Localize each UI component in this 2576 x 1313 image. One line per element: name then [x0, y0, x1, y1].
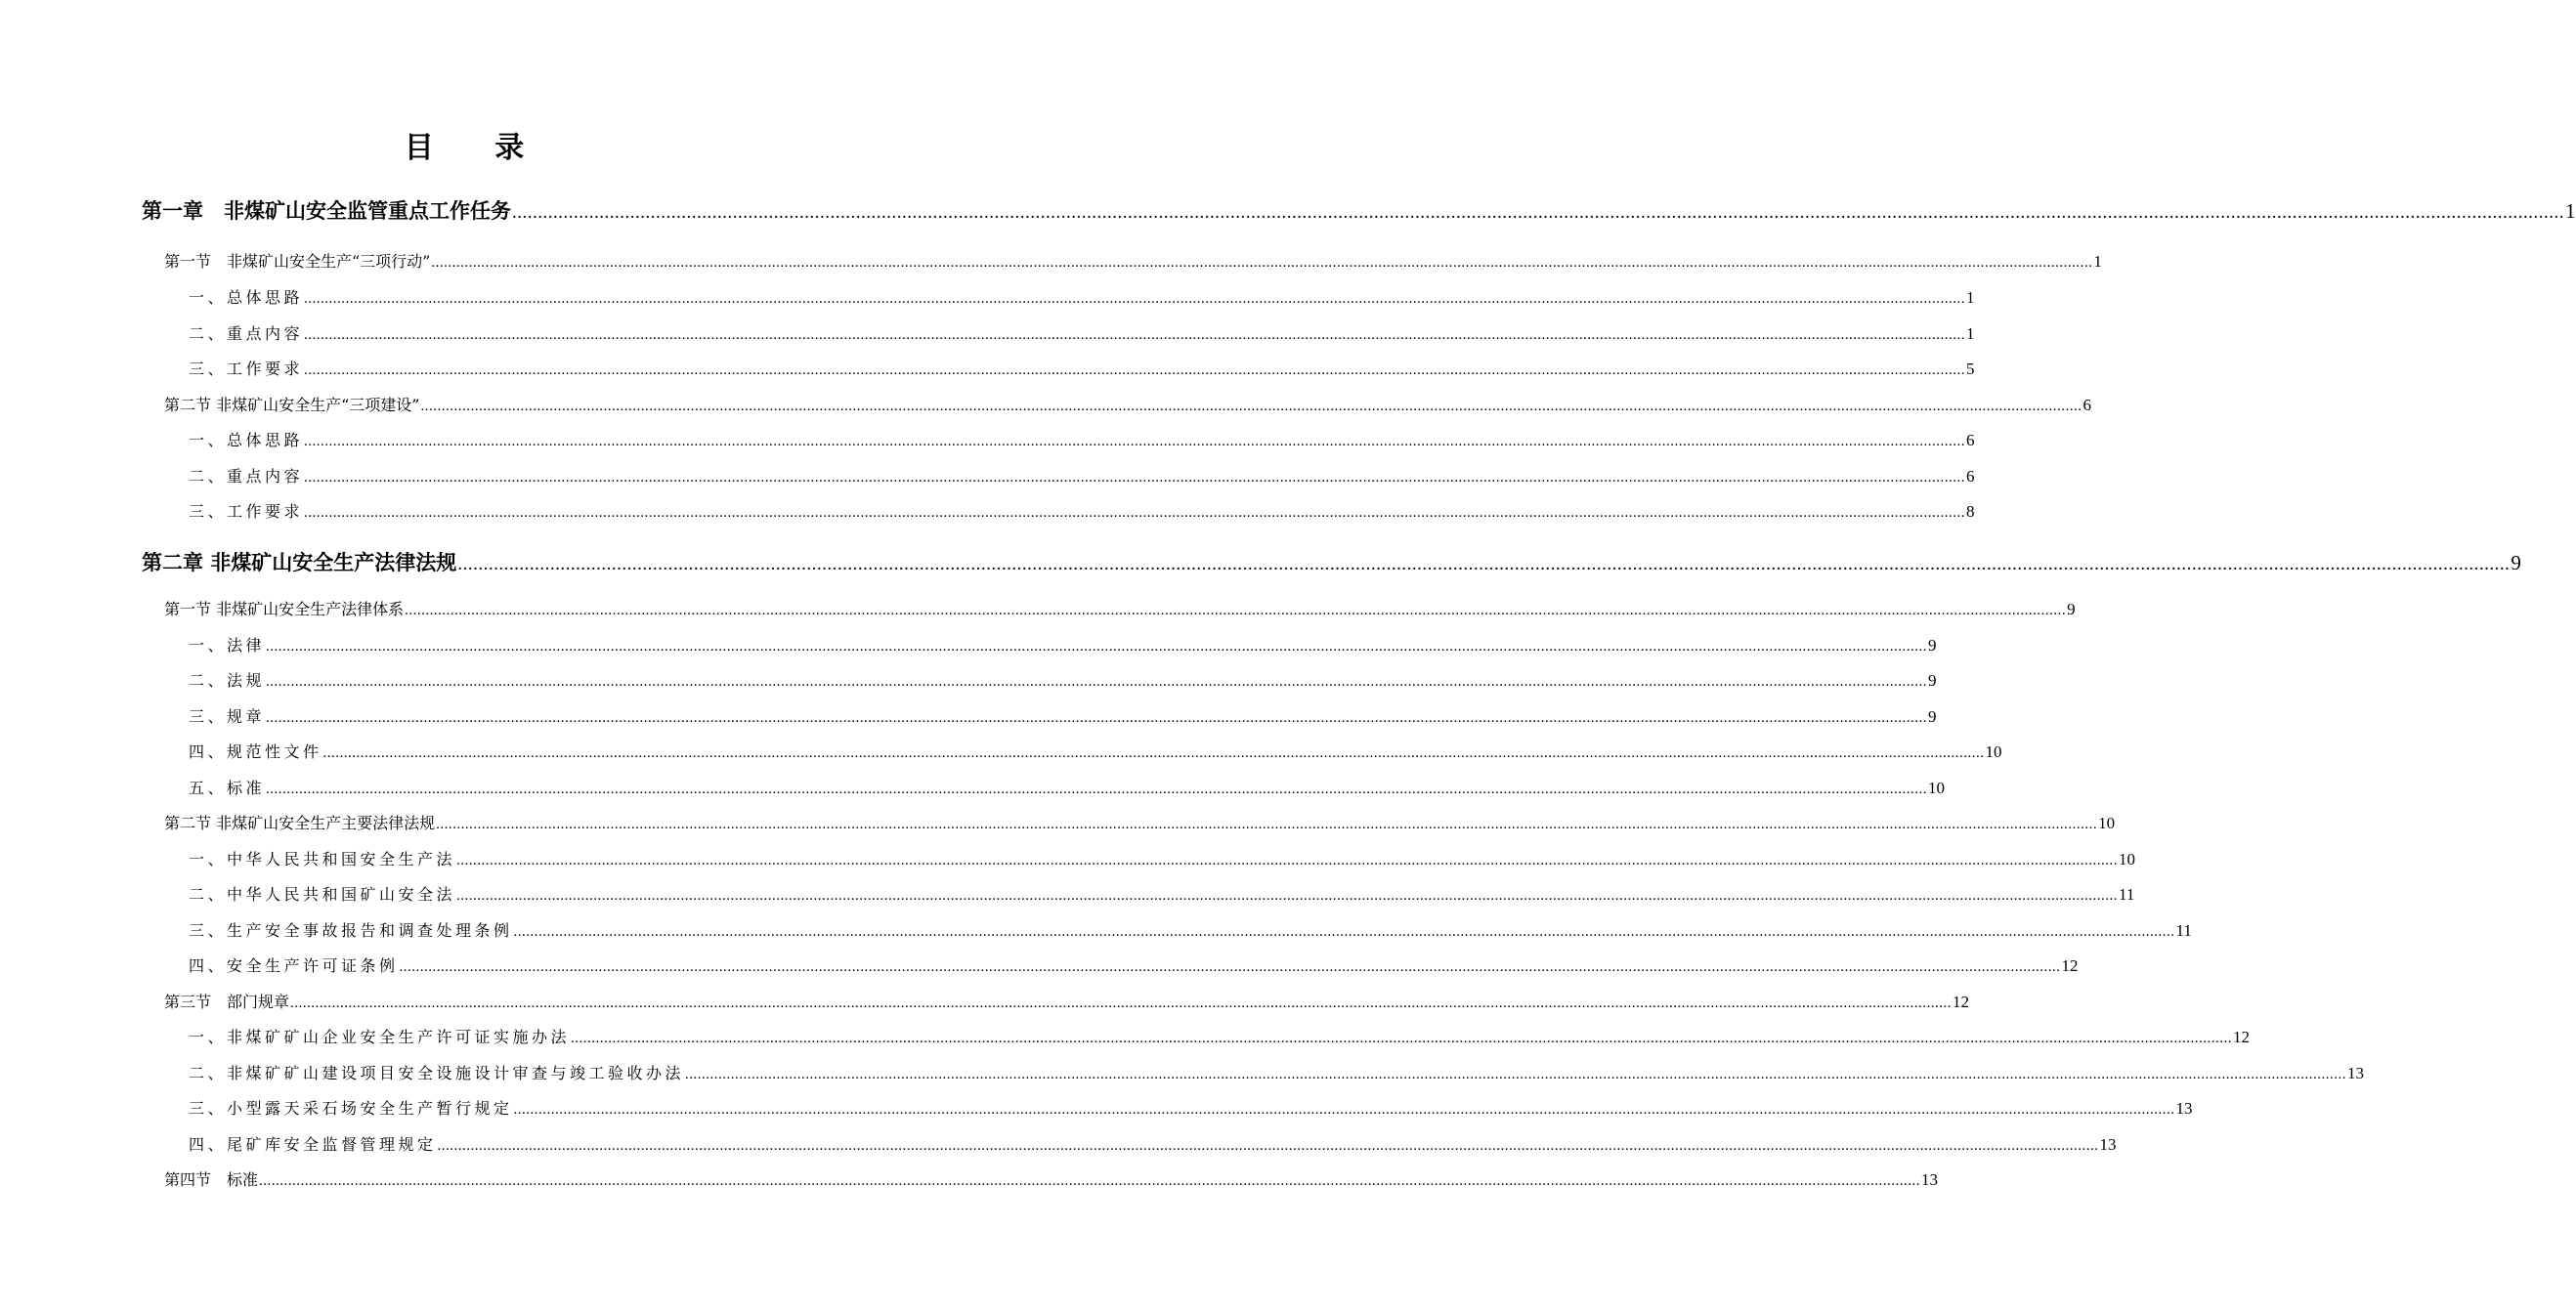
toc-entry-level-1[interactable]: [142, 547, 2521, 576]
toc-page-number: 9: [1928, 671, 1937, 690]
dot-leader: ................................................................................................................................................................................................................................................................................................................................................................................................................: [259, 1173, 1921, 1189]
toc-page-number: 12: [1953, 993, 1970, 1011]
toc-entry-level-3[interactable]: [189, 285, 1975, 308]
toc-entry-level-3[interactable]: [189, 776, 1946, 798]
toc-entry-level-3[interactable]: [189, 1132, 2117, 1155]
toc-entry-title: 四、尾矿库安全监督管理规定: [189, 1135, 437, 1154]
dot-leader: ................................................................................................................................................................................................................................................................................................................................................................................................................: [437, 1138, 2099, 1154]
dot-leader: ................................................................................................................................................................................................................................................................................................................................................................................................................: [322, 745, 1985, 761]
toc-entry-title: 二、重点内容: [189, 324, 304, 343]
toc-page-number: 10: [1928, 779, 1946, 797]
toc-entry-level-2[interactable]: [164, 990, 1970, 1012]
toc-page-number: 9: [1928, 707, 1937, 726]
toc-page-number: 1: [2093, 252, 2102, 271]
toc-entry-title: 二、法规: [189, 671, 266, 690]
toc-entry-level-3[interactable]: [189, 428, 1975, 450]
toc-page-number: 9: [1928, 636, 1937, 655]
dot-leader: ................................................................................................................................................................................................................................................................................................................................................................................................................: [420, 399, 2082, 414]
toc-entry-level-3[interactable]: [189, 464, 1975, 487]
toc-entry-level-2[interactable]: [164, 249, 2102, 272]
dot-leader: ................................................................................................................................................................................................................................................................................................................................................................................................................: [304, 505, 1966, 521]
dot-leader: ................................................................................................................................................................................................................................................................................................................................................................................................................: [304, 434, 1966, 449]
toc-entry-level-3[interactable]: [189, 953, 2079, 976]
toc-entry-level-3[interactable]: [189, 321, 1975, 344]
toc-page-number: 10: [2119, 850, 2136, 868]
toc-page-number: 1: [1966, 288, 1975, 307]
toc-page-number: 6: [1966, 467, 1975, 486]
dot-leader: ................................................................................................................................................................................................................................................................................................................................................................................................................: [304, 327, 1966, 343]
toc-page-number: 13: [2175, 1099, 2193, 1118]
dot-leader: ................................................................................................................................................................................................................................................................................................................................................................................................................: [457, 554, 2511, 574]
toc-page-number: 5: [1966, 360, 1975, 378]
dot-leader: ................................................................................................................................................................................................................................................................................................................................................................................................................: [266, 674, 1928, 690]
dot-leader: ................................................................................................................................................................................................................................................................................................................................................................................................................: [304, 470, 1966, 486]
toc-page-number: 9: [2067, 600, 2076, 618]
dot-leader: ................................................................................................................................................................................................................................................................................................................................................................................................................: [399, 959, 2061, 975]
toc-entry-level-2[interactable]: [164, 1167, 1939, 1190]
toc-entry-title: 二、非煤矿矿山建设项目安全设施设计审查与竣工验收办法: [189, 1064, 685, 1082]
dot-leader: ................................................................................................................................................................................................................................................................................................................................................................................................................: [266, 710, 1928, 726]
toc-entry-title: 一、法律: [189, 636, 266, 655]
toc-entry-title: 第一节 非煤矿山安全生产法律体系: [164, 600, 405, 618]
toc-entry-title: 三、生产安全事故报告和调查处理条例: [189, 921, 513, 940]
toc-entry-title: 五、标准: [189, 779, 266, 797]
toc-page-number: 11: [2175, 921, 2192, 940]
toc-entry-title: 三、小型露天采石场安全生产暂行规定: [189, 1099, 513, 1118]
toc-entry-title: 一、总体思路: [189, 288, 304, 307]
toc-entry-title: 三、工作要求: [189, 502, 304, 521]
toc-entry-level-3[interactable]: [189, 847, 2136, 869]
toc-page-number: 6: [2082, 396, 2091, 414]
dot-leader: ................................................................................................................................................................................................................................................................................................................................................................................................................: [266, 782, 1928, 797]
toc-page-number: 8: [1966, 502, 1975, 521]
toc-entry-title: 第二章 非煤矿山安全生产法律法规: [142, 551, 457, 574]
toc-page-number: 13: [2099, 1135, 2117, 1154]
dot-leader: ................................................................................................................................................................................................................................................................................................................................................................................................................: [290, 995, 1953, 1011]
toc-entry-title: 二、重点内容: [189, 467, 304, 486]
dot-leader: ................................................................................................................................................................................................................................................................................................................................................................................................................: [685, 1067, 2347, 1082]
toc-entry-title: 第一章 非煤矿山安全监管重点工作任务: [142, 199, 511, 223]
toc-entry-title: 三、工作要求: [189, 360, 304, 378]
toc-entry-level-3[interactable]: [189, 704, 1937, 727]
toc-page-number: 1: [1966, 324, 1975, 343]
toc-page-number: 6: [1966, 431, 1975, 449]
toc-entry-level-3[interactable]: [189, 740, 2002, 762]
dot-leader: ................................................................................................................................................................................................................................................................................................................................................................................................................: [512, 202, 2564, 223]
toc-entry-title: 四、规范性文件: [189, 742, 322, 761]
toc-entry-level-3[interactable]: [189, 1025, 2251, 1047]
toc-entry-level-3[interactable]: [189, 882, 2135, 905]
dot-leader: ................................................................................................................................................................................................................................................................................................................................................................................................................: [266, 639, 1928, 655]
toc-page-number: 11: [2119, 885, 2135, 904]
toc-entry-title: 第二节 非煤矿山安全生产主要法律法规: [164, 814, 436, 832]
toc-page-number: 12: [2061, 956, 2079, 975]
dot-leader: ................................................................................................................................................................................................................................................................................................................................................................................................................: [436, 817, 2098, 832]
dot-leader: ................................................................................................................................................................................................................................................................................................................................................................................................................: [456, 853, 2119, 868]
toc-entry-title: 一、非煤矿矿山企业安全生产许可证实施办法: [189, 1028, 571, 1046]
dot-leader: ................................................................................................................................................................................................................................................................................................................................................................................................................: [405, 603, 2067, 618]
toc-entry-level-3[interactable]: [189, 1061, 2365, 1083]
toc-entry-level-3[interactable]: [189, 1096, 2193, 1119]
toc-entry-level-3[interactable]: [189, 357, 1975, 379]
toc-entry-title: 三、规章: [189, 707, 266, 726]
toc-entry-title: 第三节 部门规章: [164, 993, 290, 1011]
toc-entry-title: 第一节 非煤矿山安全生产“三项行动”: [164, 252, 431, 271]
toc-page-number: 10: [2098, 814, 2116, 832]
toc-page-number: 10: [1985, 742, 2002, 761]
toc-page-number: 12: [2233, 1028, 2251, 1046]
toc-entry-title: 一、中华人民共和国安全生产法: [189, 850, 456, 868]
toc-page-number: 9: [2511, 551, 2521, 574]
toc-entry-level-1[interactable]: [142, 195, 2576, 225]
toc-entry-level-3[interactable]: [189, 633, 1937, 656]
toc-entry-level-2[interactable]: [164, 811, 2116, 833]
page-title: 目 录: [404, 131, 550, 165]
dot-leader: ................................................................................................................................................................................................................................................................................................................................................................................................................: [571, 1031, 2233, 1046]
toc-entry-title: 四、安全生产许可证条例: [189, 956, 399, 975]
dot-leader: ................................................................................................................................................................................................................................................................................................................................................................................................................: [304, 291, 1966, 307]
toc-entry-title: 第四节 标准: [164, 1170, 259, 1189]
toc-page-number: 13: [2347, 1064, 2365, 1082]
toc-entry-title: 二、中华人民共和国矿山安全法: [189, 885, 456, 904]
dot-leader: ................................................................................................................................................................................................................................................................................................................................................................................................................: [513, 924, 2175, 940]
toc-entry-level-3[interactable]: [189, 918, 2192, 941]
dot-leader: ................................................................................................................................................................................................................................................................................................................................................................................................................: [431, 255, 2093, 271]
toc-entry-level-3[interactable]: [189, 668, 1937, 691]
toc-entry-level-2[interactable]: [164, 393, 2091, 415]
toc-entry-level-3[interactable]: [189, 499, 1975, 522]
toc-entry-title: 第二节 非煤矿山安全生产“三项建设”: [164, 396, 420, 414]
dot-leader: ................................................................................................................................................................................................................................................................................................................................................................................................................: [304, 362, 1966, 378]
toc-entry-level-2[interactable]: [164, 597, 2076, 619]
dot-leader: ................................................................................................................................................................................................................................................................................................................................................................................................................: [513, 1102, 2175, 1118]
toc-page-number: 1: [2565, 199, 2576, 223]
toc-page-number: 13: [1921, 1170, 1939, 1189]
dot-leader: ................................................................................................................................................................................................................................................................................................................................................................................................................: [456, 888, 2119, 904]
toc-entry-title: 一、总体思路: [189, 431, 304, 449]
